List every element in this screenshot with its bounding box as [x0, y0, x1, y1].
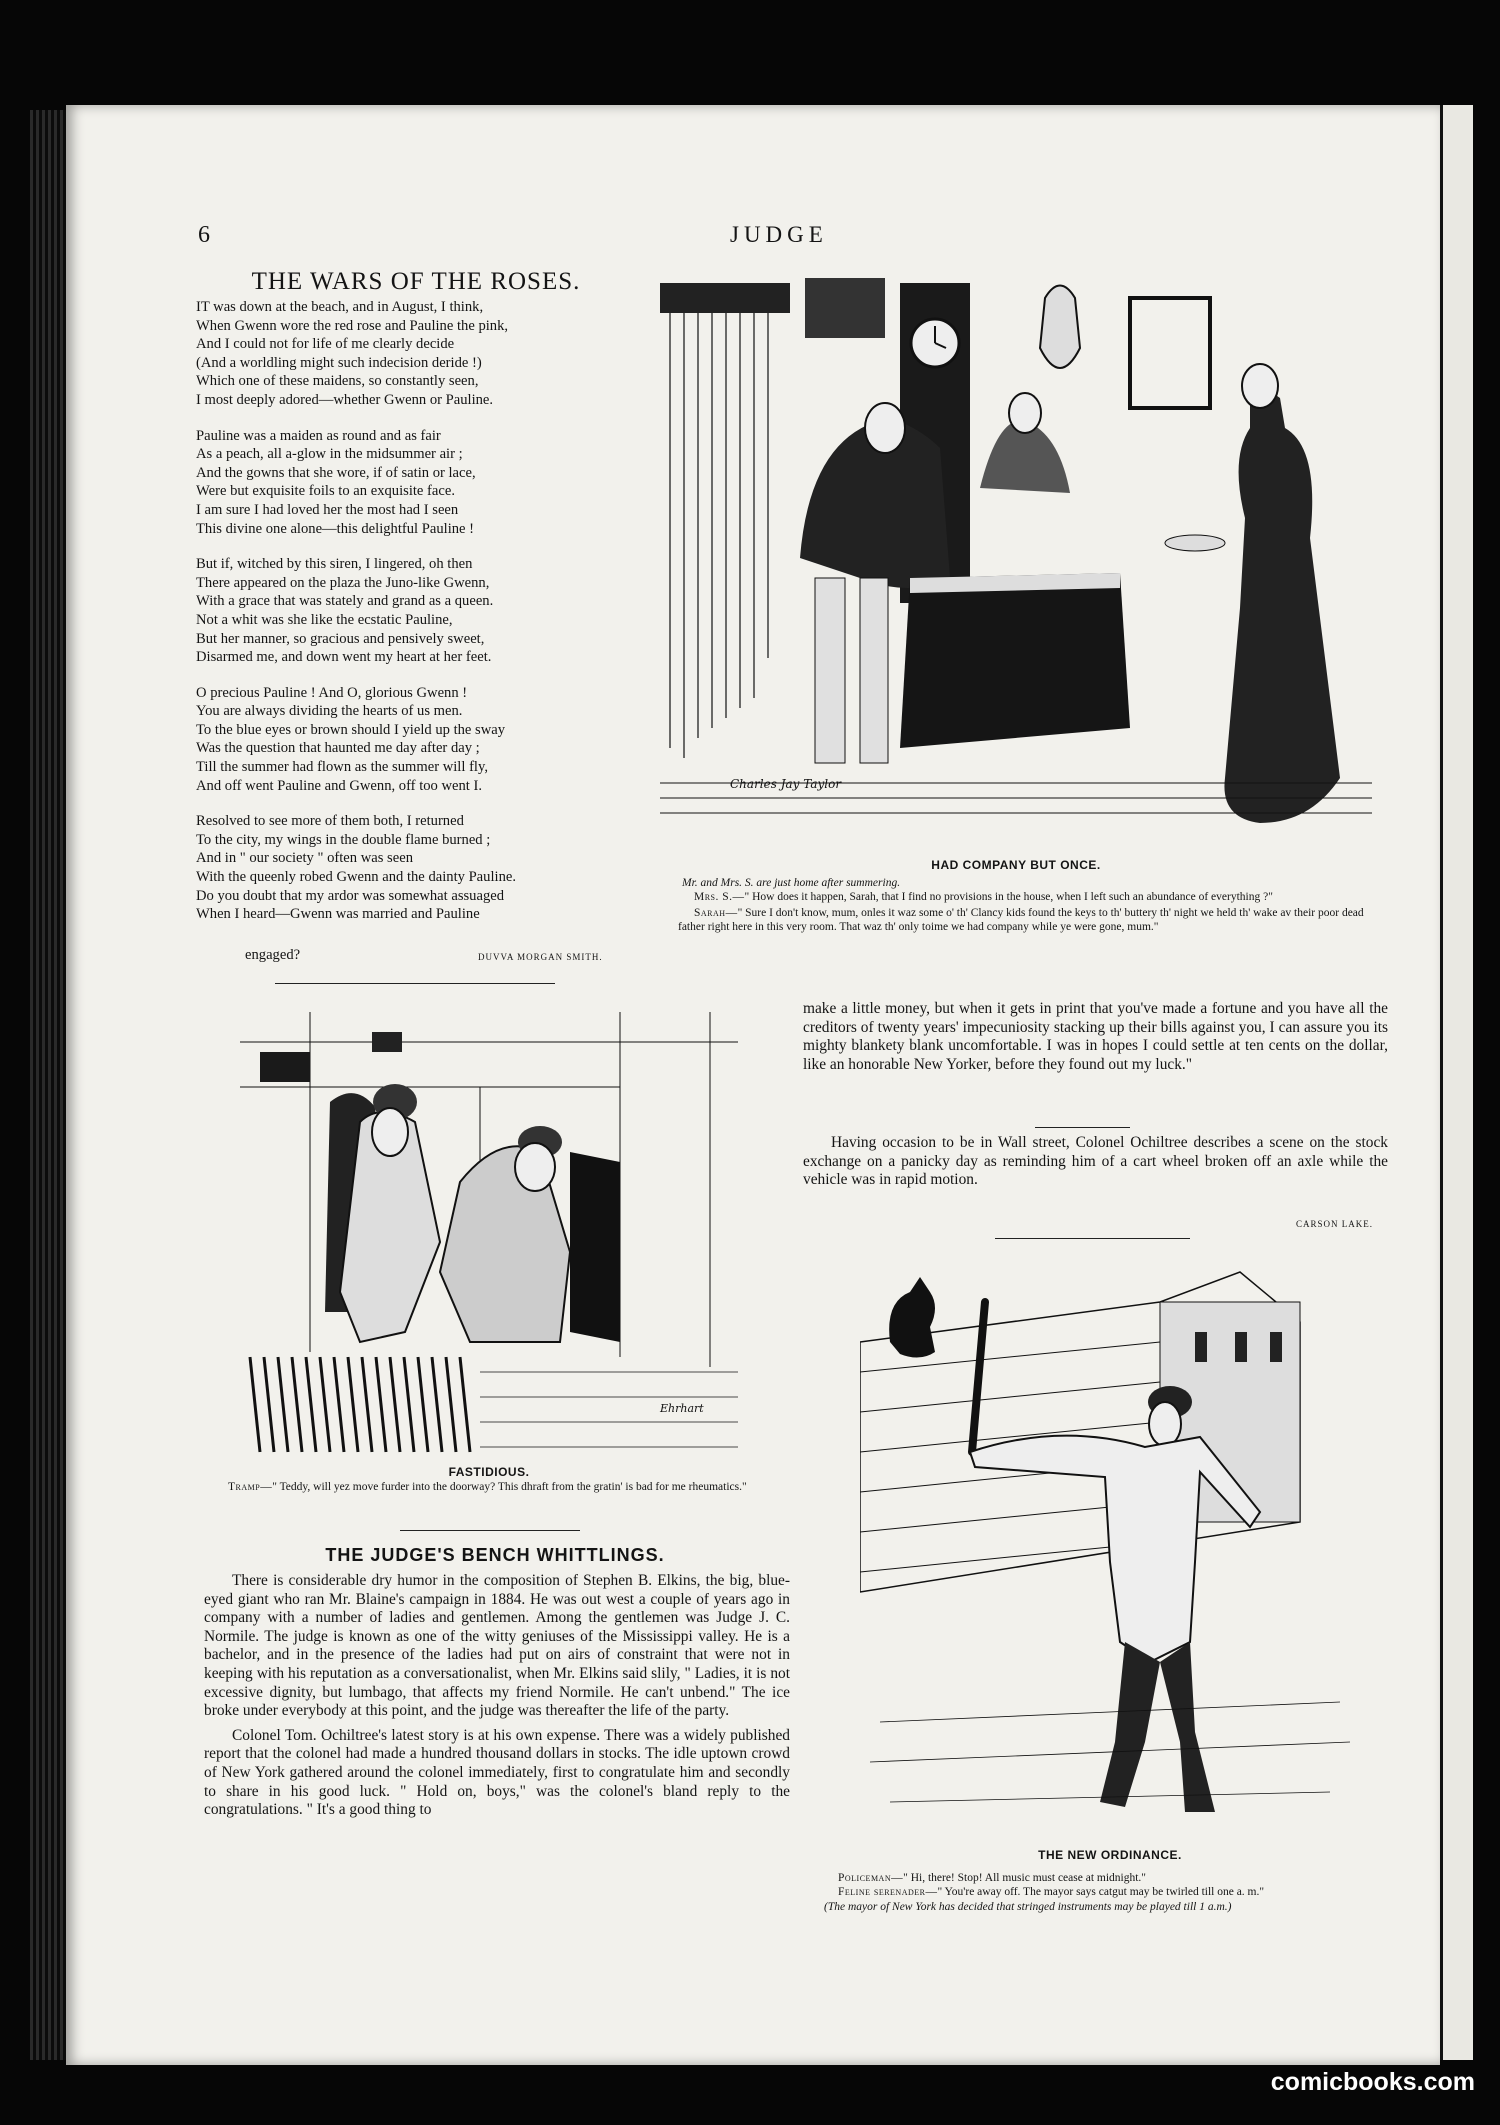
section-divider-2 — [400, 1530, 580, 1531]
poem-line: With a grace that was stately and grand as a queen. — [196, 593, 494, 610]
illustration-tramps-doorway — [240, 1012, 738, 1457]
poem-line: Was the question that haunted me day after day ; — [196, 740, 480, 757]
whittlings-continued — [803, 1000, 1388, 1080]
page-number: 6 — [198, 222, 210, 248]
poem-stanza — [196, 684, 636, 796]
section-divider-3 — [995, 1238, 1190, 1239]
poem-stanza — [196, 812, 636, 924]
poem-line: When I heard—Gwenn was married and Pauline — [196, 906, 480, 923]
book-page-edge-right — [1440, 105, 1473, 2060]
poem-line: (And a worldling might such indecision deride !) — [196, 354, 482, 371]
cartoon3-note: (The mayor of New York has decided that stringed instruments may be played till 1 a.m.) — [824, 1901, 1232, 1913]
poem-line: Pauline was a maiden as round and as fair — [196, 427, 441, 444]
poem-line: O precious Pauline ! And O, glorious Gwenn ! — [196, 684, 468, 701]
cartoon1-line-1: Mrs. S.—" How does it happen, Sarah, that I find no provisions in the house, when I left such an abundance of everything ?" — [694, 891, 1273, 903]
cartoon2-title: FASTIDIOUS. — [448, 1465, 530, 1479]
signature-cartoon1: Charles Jay Taylor — [730, 777, 842, 791]
poem-line: With the queenly robed Gwenn and the dainty Pauline. — [196, 869, 516, 886]
cartoon1-title: HAD COMPANY BUT ONCE. — [931, 858, 1101, 872]
poem-body — [196, 298, 636, 941]
poem-line: And off went Pauline and Gwenn, off too went I. — [196, 777, 483, 794]
poem-line: Which one of these maidens, so constantly seen, — [196, 373, 479, 390]
whittlings-continuation: make a little money, but when it gets in print that you've made a fortune and you have all the creditors of twenty years' impecuniosity stacking up their bills against you, I can assure you its mighty blankety blank uncomfortable. I was in hopes I could settle at ten cents on the dollar, like an honorable New Yorker, before they found out my luck." — [803, 1000, 1388, 1073]
poem-line: I most deeply adored—whether Gwenn or Pauline. — [196, 391, 494, 408]
section-divider — [275, 983, 555, 984]
whittlings-byline: CARSON LAKE. — [1296, 1219, 1374, 1229]
whittlings-title: THE JUDGE'S BENCH WHITTLINGS. — [325, 1545, 665, 1565]
poem-line: There appeared on the plaza the Juno-like Gwenn, — [196, 574, 490, 591]
poem-stanza — [196, 298, 636, 410]
poem-line: Resolved to see more of them both, I returned — [196, 813, 464, 830]
poem-line: But if, witched by this siren, I lingered, oh then — [196, 556, 473, 573]
poem-line: IT was down at the beach, and in August, I think, — [196, 299, 484, 315]
poem-line: When Gwenn wore the red rose and Pauline the pink, — [196, 317, 509, 334]
cartoon3-title: THE NEW ORDINANCE. — [1038, 1848, 1182, 1862]
cartoon3-line-2: Feline serenader—" You're away off. The mayor says catgut may be twirled till one a. m." — [838, 1886, 1265, 1898]
poem-line: This divine one alone—this delightful Pauline ! — [196, 520, 475, 537]
whittlings-paragraph-1: There is considerable dry humor in the composition of Stephen B. Elkins, the big, blue-eyed giant who ran Mr. Blaine's campaign in 1884. He was out west a couple of years ago in company with a number of ladies and gentlemen. Among the gentlemen was Judge J. C. Normile. The judge is known as one of the witty geniuses of the Mississippi valley. He is a bachelor, and in the presence of the ladies had put on airs of constraint that were not in keeping with his reputation as a conversationalist, when Mr. Elkins said slily, " Ladies, it is not excessive dignity, but lumbago, that affects my friend Normile. He can't unbend." The ice broke under everybody at this point, and the judge was thereafter the life of the party. — [204, 1572, 790, 1720]
poem-line: And I could not for life of me clearly decide — [196, 336, 455, 353]
whittlings-paragraph-3-wrap — [803, 1134, 1388, 1196]
cartoon1-caption — [678, 876, 1386, 934]
whittlings-paragraph-3: Having occasion to be in Wall street, Colonel Ochiltree describes a scene on the stock exchange on a panicky day as reminding him of a cart wheel broken off an axle while the vehicle was in rapid motion. — [803, 1134, 1388, 1189]
whittlings-body — [204, 1572, 790, 1826]
masthead: JUDGE — [730, 222, 828, 247]
whittlings-paragraph-2: Colonel Tom. Ochiltree's latest story is at his own expense. There was a widely published report that the colonel had made a hundred thousand dollars in stocks. The idle uptown crowd of New York gathered around the colonel immediately, first to congratulate him and secondly to share in his good luck. " Hold on, boys," was the colonel's bland reply to the congratulations. " It's a good thing to — [204, 1726, 790, 1819]
poem-line: To the city, my wings in the double flame burned ; — [196, 831, 491, 848]
book-binding-left — [30, 110, 66, 2060]
paragraph-divider — [1035, 1127, 1130, 1128]
illustration-policeman-cat — [860, 1262, 1360, 1822]
cartoon1-intro: Mr. and Mrs. S. are just home after summering. — [682, 877, 901, 889]
poem-line: I am sure I had loved her the most had I seen — [196, 501, 459, 518]
poem-line: Disarmed me, and down went my heart at her feet. — [196, 649, 492, 666]
poem-line: To the blue eyes or brown should I yield up the sway — [196, 721, 506, 738]
cartoon3-caption — [808, 1871, 1398, 1914]
poem-line: Were but exquisite foils to an exquisite face. — [196, 483, 455, 500]
watermark-comicbooks: comicbooks.com — [1270, 2068, 1475, 2096]
cartoon1-line-2: Sarah—" Sure I don't know, mum, onles it waz some o' th' Clancy kids found the keys to th' buttery th' night we held th' wake av their poor dead father right here in this very room. That waz th' only toime we had company while ye were gone, mum." — [678, 907, 1364, 933]
poem-line: You are always dividing the hearts of us men. — [196, 703, 463, 720]
poem-line: And the gowns that she wore, if of satin or lace, — [196, 464, 476, 481]
illustration-dining-scene — [660, 278, 1372, 833]
poem-line: As a peach, all a-glow in the midsummer air ; — [196, 446, 463, 463]
signature-cartoon2: Ehrhart — [660, 1402, 704, 1415]
poem-line: Do you doubt that my ardor was somewhat assuaged — [196, 887, 505, 904]
poem-line: And in " our society " often was seen — [196, 850, 413, 867]
poem-last-line: engaged? — [245, 947, 301, 963]
poem-line: Not a whit was she like the ecstatic Pauline, — [196, 611, 453, 628]
poem-line: Till the summer had flown as the summer will fly, — [196, 759, 488, 776]
cartoon2-caption: Tramp—" Teddy, will yez move furder into the doorway? This dhraft from the gratin' is bad for me rheumatics." — [228, 1481, 747, 1493]
poem-line: But her manner, so gracious and pensively sweet, — [196, 630, 485, 647]
poem-byline: DUVVA MORGAN SMITH. — [478, 952, 603, 962]
poem-stanza — [196, 555, 636, 667]
poem-stanza — [196, 427, 636, 539]
poem-title: THE WARS OF THE ROSES. — [251, 268, 581, 295]
cartoon3-line-1: Policeman—" Hi, there! Stop! All music must cease at midnight." — [838, 1872, 1146, 1884]
